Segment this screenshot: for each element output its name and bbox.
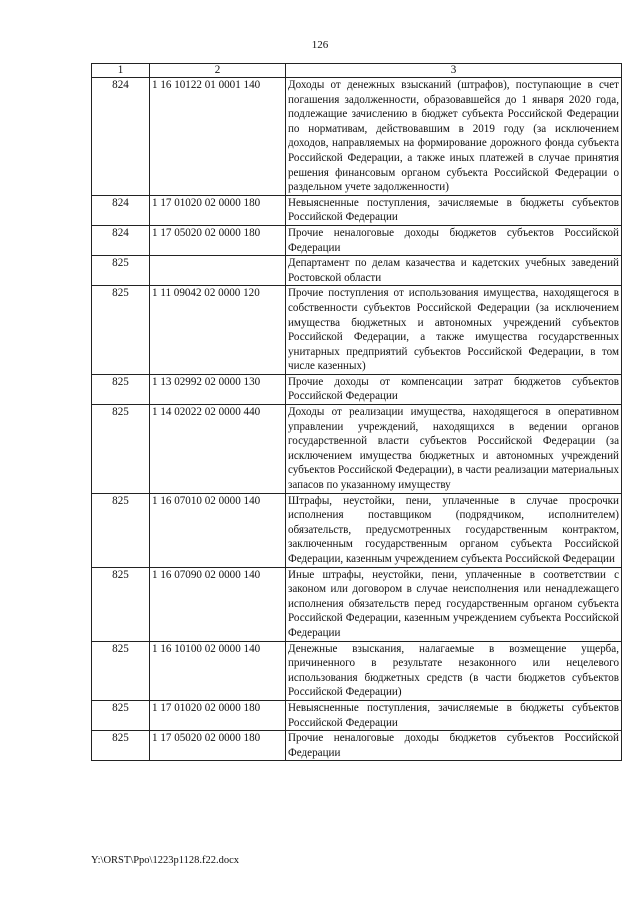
kbk-code-cell: 1 16 10100 02 0000 140 <box>150 641 286 700</box>
header-col-2: 2 <box>150 64 286 78</box>
kbk-code-cell: 1 17 05020 02 0000 180 <box>150 731 286 761</box>
table-row <box>92 256 622 286</box>
table-row <box>92 405 622 494</box>
admin-code-cell: 825 <box>92 731 150 761</box>
kbk-code-cell <box>150 256 286 286</box>
kbk-code-cell: 1 16 07010 02 0000 140 <box>150 493 286 567</box>
admin-code-cell: 824 <box>92 195 150 225</box>
header-col-1: 1 <box>92 64 150 78</box>
kbk-code-cell: 1 16 10122 01 0001 140 <box>150 78 286 196</box>
kbk-code-cell: 1 17 01020 02 0000 180 <box>150 195 286 225</box>
admin-code-cell: 825 <box>92 256 150 286</box>
kbk-code-cell: 1 16 07090 02 0000 140 <box>150 567 286 641</box>
kbk-code-cell: 1 17 05020 02 0000 180 <box>150 225 286 255</box>
table-row <box>92 374 622 404</box>
kbk-code-cell: 1 14 02022 02 0000 440 <box>150 405 286 494</box>
kbk-code-cell: 1 17 01020 02 0000 180 <box>150 700 286 730</box>
description-cell: Прочие доходы от компенсации затрат бюджетов субъектов Российской Федерации <box>286 374 622 404</box>
header-col-3: 3 <box>286 64 622 78</box>
table-row <box>92 493 622 567</box>
description-cell: Прочие поступления от использования имущества, находящегося в собственности субъектов Российской Федерации (за исключением имущества бюджетных и автономных учреждений субъектов Российской Федерации, а также имущества государственных унитарных предприятий субъектов Российской Федерации, в том числе казенных) <box>286 286 622 375</box>
description-cell: Штрафы, неустойки, пени, уплаченные в случае просрочки исполнения поставщиком (подрядчиком, исполнителем) обязательств, предусмотренных государственным контрактом, заключенным государственным органом субъекта Российской Федерации, казенным учреждением субъекта Российской Федерации <box>286 493 622 567</box>
description-cell: Доходы от реализации имущества, находящегося в оперативном управлении учреждений, находящихся в ведении органов государственной власти субъектов Российской Федерации (за исключением имущества бюджетных и автономных учреждений субъектов Российской Федерации), в части реализации материальных запасов по указанному имуществу <box>286 405 622 494</box>
table-row <box>92 567 622 641</box>
kbk-code-cell: 1 11 09042 02 0000 120 <box>150 286 286 375</box>
admin-code-cell: 825 <box>92 374 150 404</box>
table-row <box>92 78 622 196</box>
admin-code-cell: 824 <box>92 225 150 255</box>
table-row <box>92 195 622 225</box>
description-cell: Департамент по делам казачества и кадетских учебных заведений Ростовской области <box>286 256 622 286</box>
admin-code-cell: 825 <box>92 286 150 375</box>
admin-code-cell: 825 <box>92 567 150 641</box>
admin-code-cell: 825 <box>92 641 150 700</box>
revenue-table <box>91 63 622 761</box>
description-cell: Невыясненные поступления, зачисляемые в бюджеты субъектов Российской Федерации <box>286 195 622 225</box>
page-number: 126 <box>311 39 329 51</box>
footer-file-path: Y:\ORST\Ppo\1223p1128.f22.docx <box>91 855 239 866</box>
description-cell: Денежные взыскания, налагаемые в возмещение ущерба, причиненного в результате незаконного или нецелевого использования бюджетных средств (в части бюджетов субъектов Российской Федерации) <box>286 641 622 700</box>
table-row <box>92 700 622 730</box>
table-row <box>92 731 622 761</box>
description-cell: Невыясненные поступления, зачисляемые в бюджеты субъектов Российской Федерации <box>286 700 622 730</box>
table-header-row <box>92 64 622 78</box>
description-cell: Прочие неналоговые доходы бюджетов субъектов Российской Федерации <box>286 731 622 761</box>
admin-code-cell: 825 <box>92 700 150 730</box>
admin-code-cell: 824 <box>92 78 150 196</box>
description-cell: Доходы от денежных взысканий (штрафов), поступающие в счет погашения задолженности, образовавшейся до 1 января 2020 года, подлежащие зачислению в бюджет субъекта Российской Федерации по нормативам, действовавшим в 2019 году (за исключением доходов, направляемых на формирование дорожного фонда субъекта Российской Федерации, а также иных платежей в случае принятия решения финансовым органом субъекта Российской Федерации о раздельном учете задолженности) <box>286 78 622 196</box>
description-cell: Иные штрафы, неустойки, пени, уплаченные в соответствии с законом или договором в случае неисполнения или ненадлежащего исполнения обязательств перед государственным органом субъекта Российской Федерации, казенным учреждением субъекта Российской Федерации <box>286 567 622 641</box>
kbk-code-cell: 1 13 02992 02 0000 130 <box>150 374 286 404</box>
admin-code-cell: 825 <box>92 493 150 567</box>
table-row <box>92 286 622 375</box>
admin-code-cell: 825 <box>92 405 150 494</box>
table-row <box>92 641 622 700</box>
table-row <box>92 225 622 255</box>
description-cell: Прочие неналоговые доходы бюджетов субъектов Российской Федерации <box>286 225 622 255</box>
